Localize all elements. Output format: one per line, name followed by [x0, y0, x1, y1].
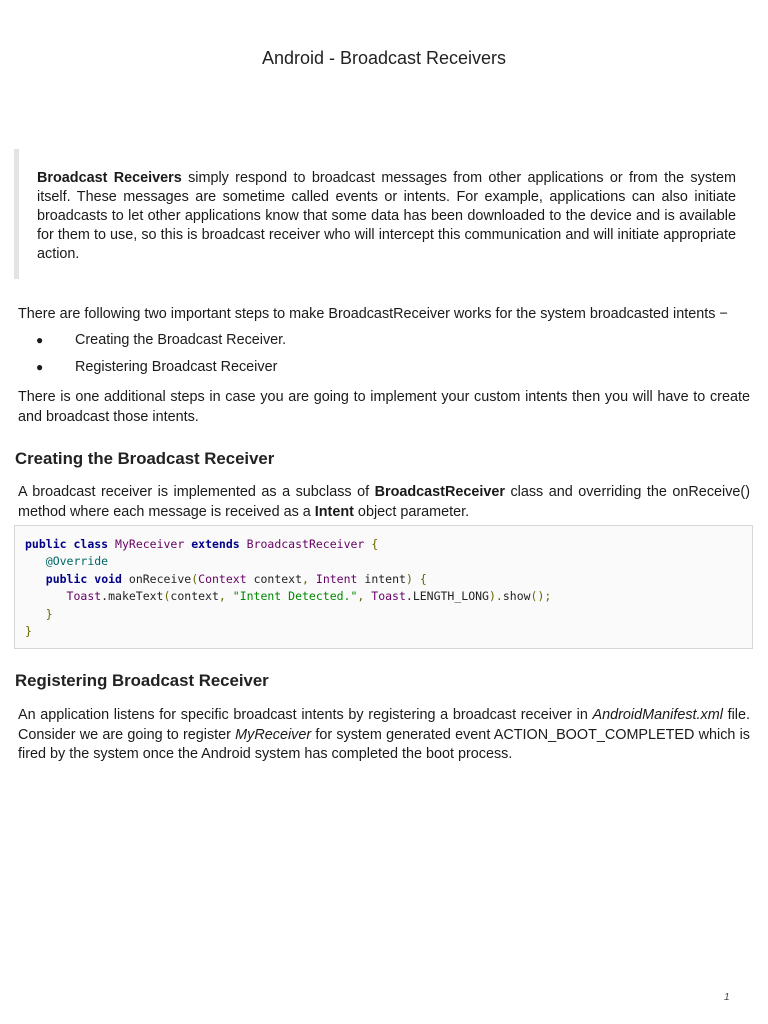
list-item-text: Creating the Broadcast Receiver.	[75, 332, 287, 348]
bullet-icon: ●	[36, 360, 44, 374]
code-token: ).	[488, 589, 503, 604]
code-line	[25, 589, 551, 603]
code-token: "Intent Detected."	[232, 589, 358, 604]
text-run: class and overriding the onReceive() method where each message is received as a	[18, 484, 750, 520]
code-token: public	[45, 571, 88, 586]
callout-box	[14, 149, 736, 279]
code-token: show	[502, 589, 531, 604]
code-token: MyReceiver	[115, 537, 185, 551]
text-run: for system generated event ACTION_BOOT_COMPLETED which is fired by the system once the Android system has completed the boot process.	[18, 726, 750, 762]
text-run: object parameter.	[353, 503, 470, 520]
code-token: {	[419, 571, 427, 586]
code-token: void	[94, 571, 122, 586]
code-token: {	[371, 537, 379, 551]
code-token: Toast	[371, 589, 406, 604]
code-token: (	[191, 571, 199, 586]
code-token: }	[25, 624, 32, 639]
code-token: }	[45, 606, 53, 621]
code-token: ();	[530, 589, 552, 604]
callout-bold: Broadcast Receivers	[37, 170, 182, 186]
page-number: 1	[724, 992, 730, 1003]
code-token: intent	[364, 571, 406, 586]
code-line	[25, 607, 53, 621]
creating-paragraph	[18, 483, 750, 522]
code-line	[25, 537, 378, 551]
code-token: Intent	[315, 571, 358, 586]
registering-paragraph	[18, 706, 750, 765]
code-block	[14, 525, 753, 649]
section-heading-registering: Registering Broadcast Receiver	[15, 671, 269, 690]
code-line	[25, 624, 32, 638]
code-token: context	[253, 571, 303, 586]
code-token: class	[73, 537, 109, 551]
code-token: ,	[302, 571, 309, 586]
list-item-text: Registering Broadcast Receiver	[75, 359, 278, 375]
code-token: onReceive	[128, 571, 192, 586]
callout-text	[37, 169, 736, 264]
code-token: )	[405, 571, 413, 586]
code-token: ,	[218, 589, 226, 604]
section-heading-creating: Creating the Broadcast Receiver	[15, 449, 275, 468]
code-token: public	[25, 537, 67, 551]
intent-name: Intent	[314, 503, 354, 520]
code-line	[25, 554, 108, 568]
page-title: Android - Broadcast Receivers	[261, 48, 507, 68]
code-token: Toast	[66, 589, 102, 604]
code-line	[25, 572, 427, 586]
code-token: context	[170, 589, 219, 604]
class-name: BroadcastReceiver	[374, 484, 505, 500]
code-token: (	[163, 589, 171, 604]
code-token: @Override	[45, 554, 109, 569]
code-token: BroadcastReceiver	[246, 537, 365, 551]
code-token: .makeText	[101, 589, 164, 604]
code-token: Context	[198, 571, 247, 586]
text-run: An application listens for specific broadcast intents by registering a broadcast receiver in	[18, 707, 593, 723]
receiver-name: MyReceiver	[235, 726, 312, 743]
code-token: ,	[357, 589, 365, 604]
text-run: file. Consider we are going to register	[18, 707, 750, 743]
code-token: extends	[191, 537, 240, 551]
manifest-filename: AndroidManifest.xml	[592, 707, 723, 723]
code-token: .LENGTH_LONG	[405, 589, 489, 604]
text-run: A broadcast receiver is implemented as a subclass of	[18, 484, 375, 500]
callout-body: simply respond to broadcast messages from other applications or from the system itself. These messages are sometime called events or intents. For example, applications can also initiate broadcasts to let other applications know that some data has been downloaded to the device and is available for them to use, so this is broadcast receiver who will intercept this communication and will initiate appropriate action.	[37, 170, 736, 262]
bullet-icon: ●	[36, 333, 44, 347]
intro-paragraph: There are following two important steps to make BroadcastReceiver works for the system broadcasted intents −	[18, 306, 728, 322]
additional-paragraph: There is one additional steps in case you are going to implement your custom intents then you will have to create and broadcast those intents.	[18, 389, 750, 425]
